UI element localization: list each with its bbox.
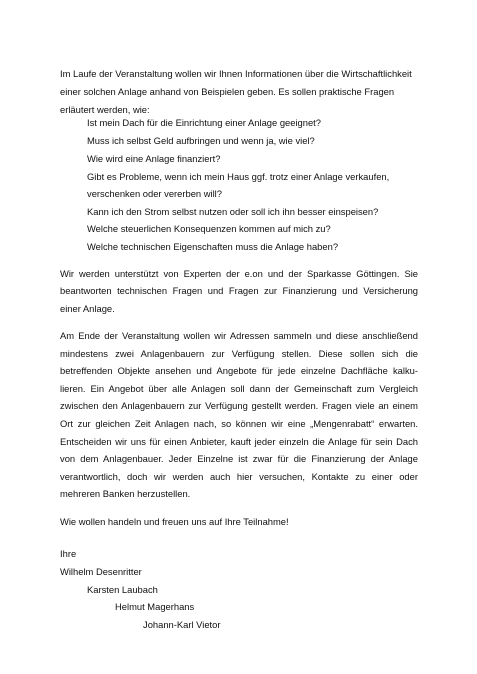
procedure-line-6: Ort zur gleichen Zeit Anlagen nach, so können wir eine „Mengenrabatt“ erwarten.: [60, 418, 418, 429]
procedure-line-5: zwischen den Anlagenbauern zur Verfügung gestellt werden. Fragen viele an einem: [60, 400, 418, 411]
intro-line-2: einer solchen Anlage anhand von Beispielen geben. Es sollen praktische Fragen: [60, 86, 395, 97]
procedure-line-3: betreffenden Objekte ansehen und Angebote für jede einzelne Dachfläche kalku-: [60, 365, 418, 376]
question-4-continued: verschenken oder vererben will?: [87, 188, 222, 199]
signature-name-2: Karsten Laubach: [87, 584, 158, 595]
question-6: Welche steuerlichen Konsequenzen kommen auf mich zu?: [87, 223, 331, 234]
signature-name-1: Wilhelm Desenritter: [60, 566, 142, 577]
closing-sentence: Wie wollen handeln und freuen uns auf Ihre Teilnahme!: [60, 516, 289, 527]
support-line-3: einer Anlage.: [60, 303, 115, 314]
procedure-line-9: verantwortlich, doch wir werden auch hier versuchen, Kontakte zu einer oder: [60, 471, 418, 482]
signature-name-4: Johann-Karl Vietor: [143, 619, 221, 630]
support-line-2: beantworten technischen Fragen und Fragen zur Finanzierung und Versicherung: [60, 285, 418, 296]
question-3: Wie wird eine Anlage finanziert?: [87, 153, 221, 164]
question-1: Ist mein Dach für die Einrichtung einer Anlage geeignet?: [87, 117, 321, 128]
question-4: Gibt es Probleme, wenn ich mein Haus ggf. trotz einer Anlage verkaufen,: [87, 171, 390, 182]
question-2: Muss ich selbst Geld aufbringen und wenn ja, wie viel?: [87, 135, 315, 146]
support-line-1: Wir werden unterstützt von Experten der e.on und der Sparkasse Göttingen. Sie: [60, 268, 418, 279]
signature-name-3: Helmut Magerhans: [115, 601, 195, 612]
intro-line-1: Im Laufe der Veranstaltung wollen wir Ihnen Informationen über die Wirtschaftlichkeit: [60, 68, 412, 79]
procedure-line-2: mindestens zwei Anlagenbauern zur Verfügung stellen. Diese sollen sich die: [60, 348, 418, 359]
question-5: Kann ich den Strom selbst nutzen oder soll ich ihn besser einspeisen?: [87, 206, 379, 217]
procedure-line-10: mehreren Banken herzustellen.: [60, 488, 191, 499]
signature-salutation: Ihre: [60, 548, 77, 559]
procedure-line-8: von dem Anlagenbauer. Jeder Einzelne ist zwar für die Finanzierung der Anlage: [60, 453, 418, 464]
procedure-line-7: Entscheiden wir uns für einen Anbieter, kauft jeder einzeln die Anlage für sein Dach: [60, 436, 418, 447]
procedure-line-1: Am Ende der Veranstaltung wollen wir Adressen sammeln und diese anschließend: [60, 330, 418, 341]
intro-line-3: erläutert werden, wie:: [60, 104, 150, 115]
procedure-line-4: lieren. Ein Angebot über alle Anlagen soll dann der Gemeinschaft zum Vergleich: [60, 383, 418, 394]
question-7: Welche technischen Eigenschaften muss die Anlage haben?: [87, 241, 339, 252]
